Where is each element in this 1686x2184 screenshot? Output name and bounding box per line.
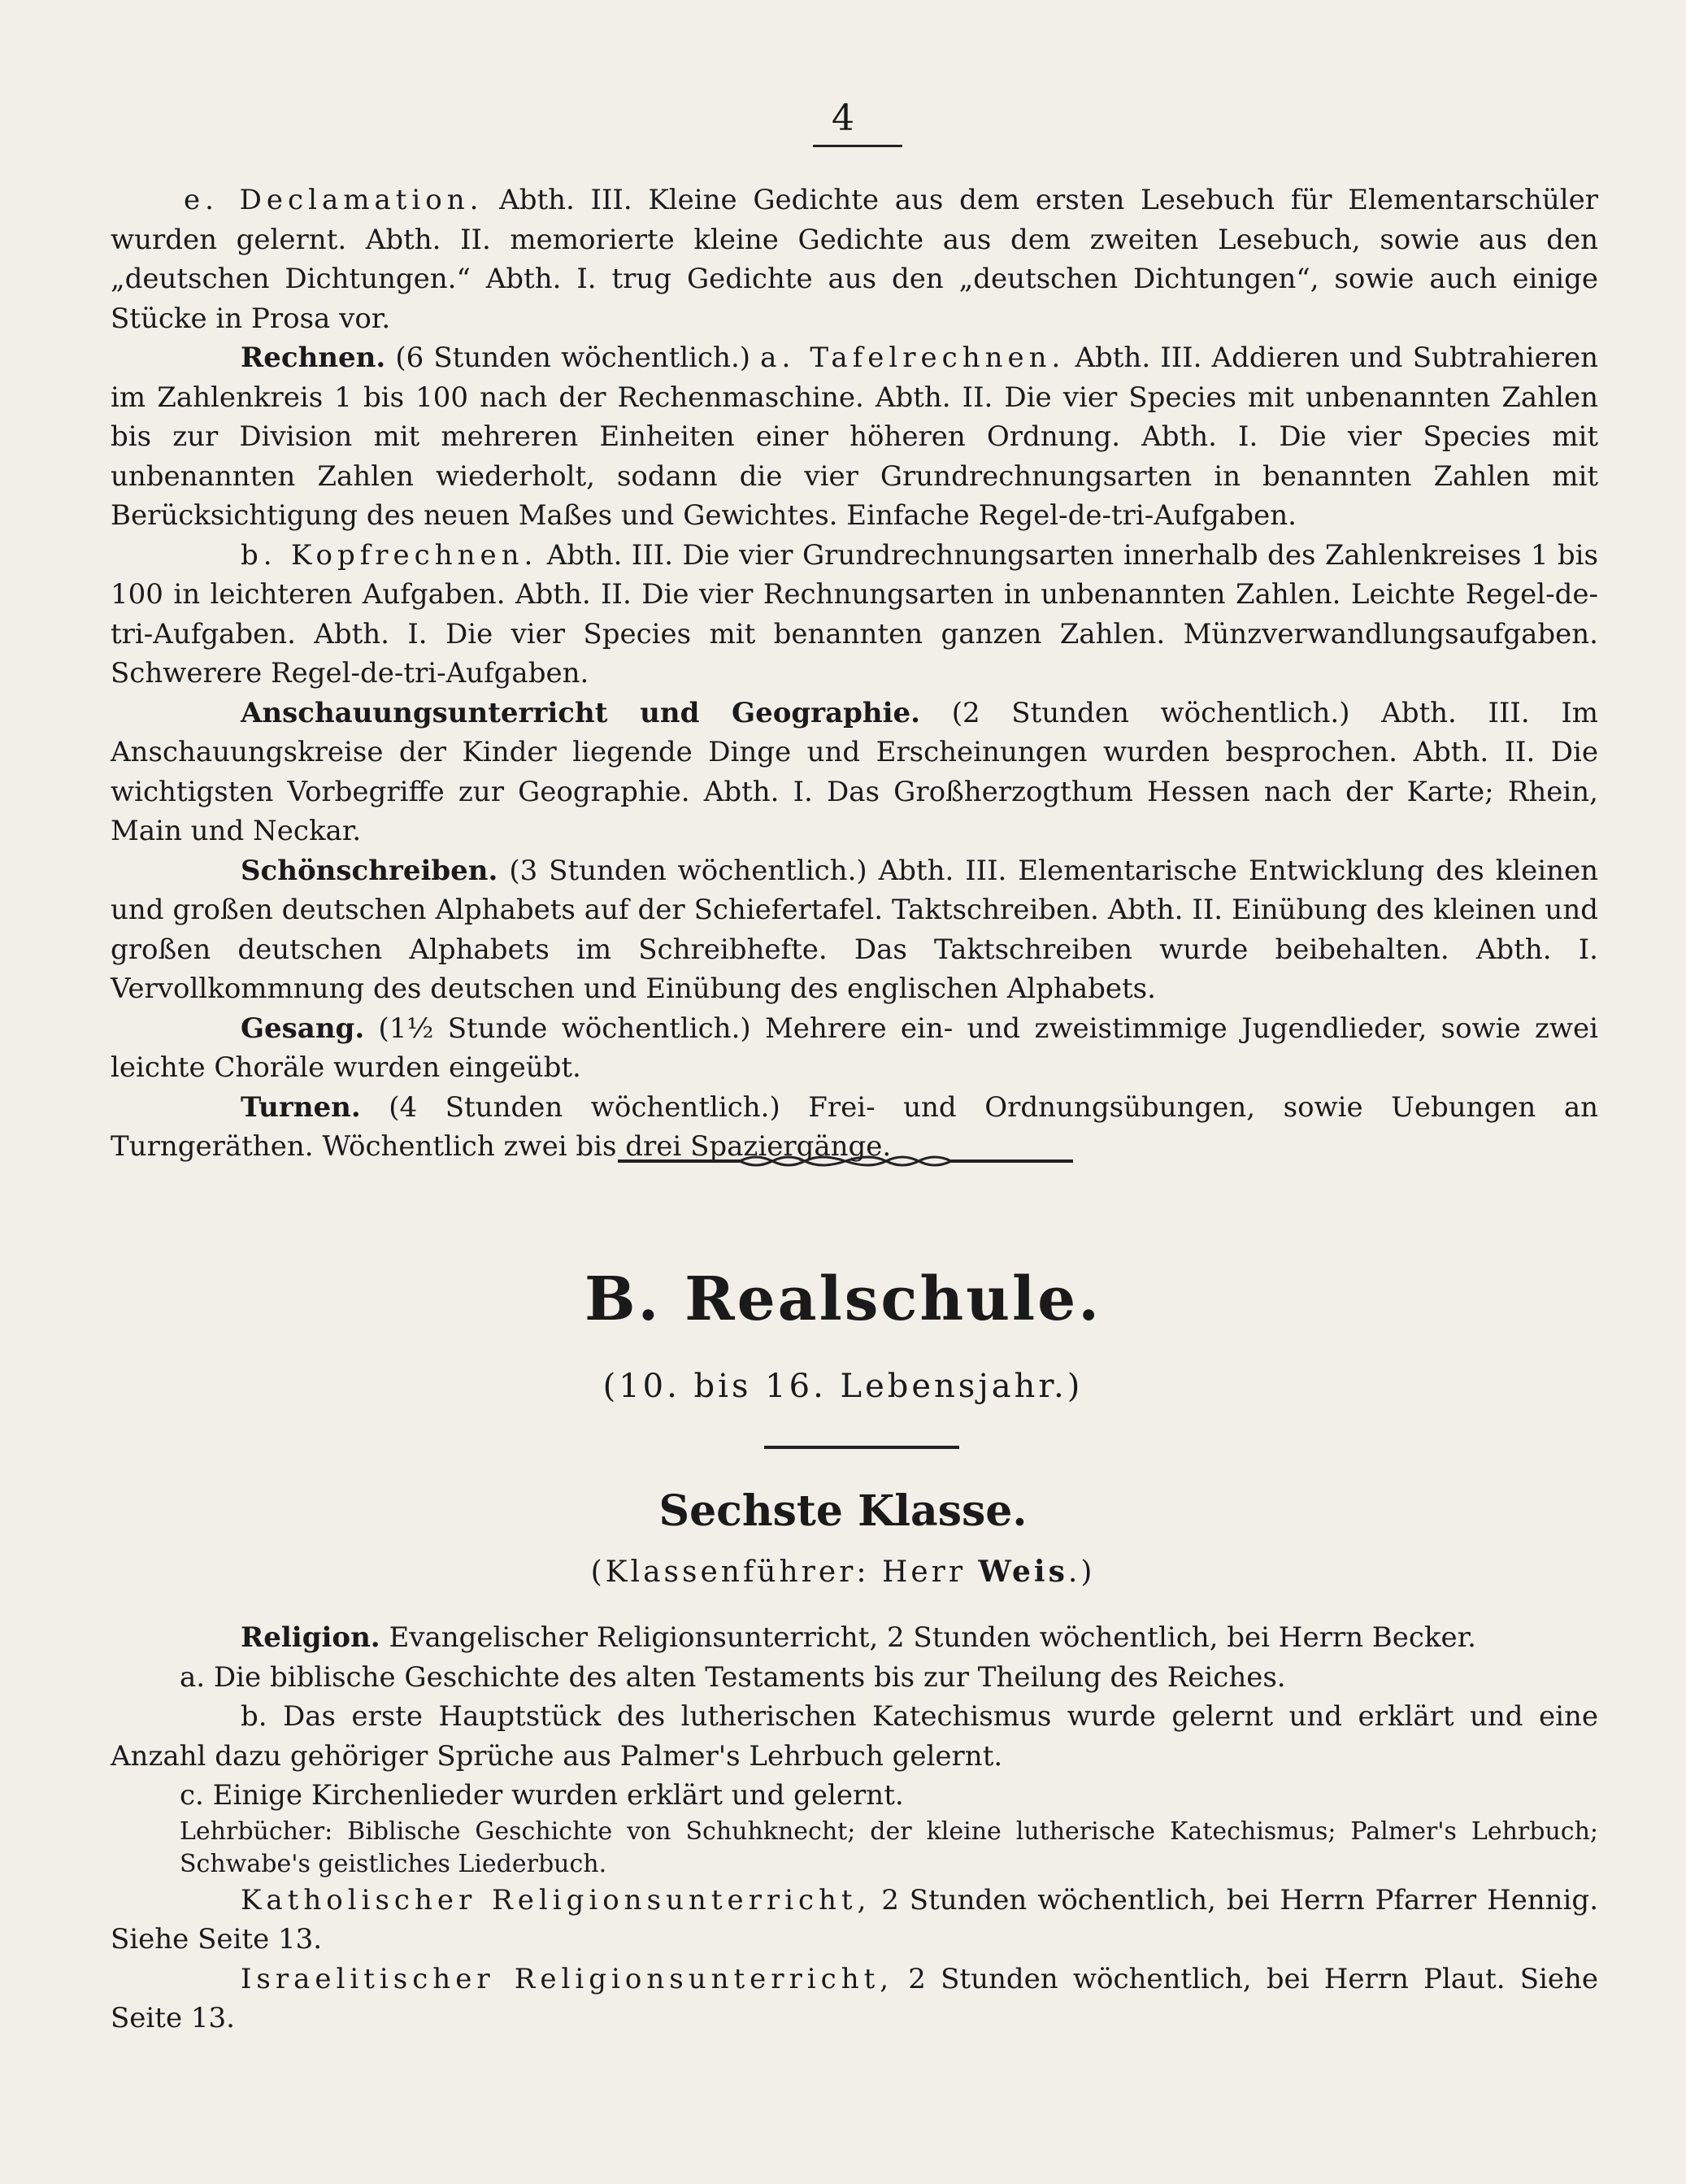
paragraph-israelitisch [111,1960,1598,2038]
section-b-age: (10. bis 16. Lebensjahr.) [602,1368,1084,1405]
kopfrechnen-label: b. Kopfrechnen. [241,538,538,572]
rechnen-label: Rechnen. [241,342,386,374]
kopfrechnen-text: Abth. III. Die vier Grundrechnungsarten innerhalb des Zahlenkreises 1 bis 100 in leichteren Aufgaben. Abth. II. Die vier Rechnungsarten in unbenannten Zahlen. Leichte Regel-de-tri-Aufgaben. Abth. I. Die vier Species mit benannten ganzen Zahlen. Münzverwandlungsaufgaben. Schwerere Regel-de-tri-Aufgaben. [111,538,1598,690]
katholisch-label: Katholischer Religionsunterricht, [241,1883,871,1916]
tafelrechnen-text: Abth. III. Addieren und Subtrahieren im Zahlenkreis 1 bis 100 nach der Rechenmaschine. Abth. II. Die vier Species mit unbenannten Zahlen bis zur Division mit mehreren Einheiten einer höheren Ordnung. Abth. I. Die vier Species mit unbenannten Zahlen wiederholt, sodann die vier Grundrechnungsarten in benannten Zahlen mit Berücksichtigung des neuen Maßes und Gewichtes. Einfache Regel-de-tri-Aufgaben. [111,342,1599,532]
class-leader-suffix: .) [1067,1555,1096,1589]
paragraph-schoenschreiben [111,851,1598,1009]
section-b-rule [764,1446,959,1449]
israelitisch-text: 2 Stunden wöchentlich, bei Herrn Plaut. Siehe Seite 13. [111,1962,1599,2034]
religion-item-c: c. Einige Kirchenlieder wurden erklärt und gelernt. [180,1779,904,1812]
paragraph-declamation [111,181,1598,338]
class-leader-prefix: (Klassenführer: Herr [590,1555,967,1589]
schoenschreiben-text: (3 Stunden wöchentlich.) Abth. III. Elementarische Entwicklung des kleinen und großen deutschen Alphabets auf der Schiefertafel. Taktschreiben. Abth. II. Einübung des kleinen und großen deutschen Alphabets im Schreibhefte. Das Taktschreiben wurde beibehalten. Abth. I. Vervollkommnung des deutschen und Einübung des englischen Alphabets. [111,854,1598,1005]
religion-label: Religion. [241,1621,380,1654]
declamation-label: e. Declamation. [184,184,484,216]
page-number-rule [813,145,902,147]
paragraph-anschauung [111,694,1598,851]
rechnen-hours: (6 Stunden wöchentlich.) [395,342,751,374]
paragraph-gesang [111,1009,1598,1088]
class-leader [0,1555,1686,1589]
katholisch-text: 2 Stunden wöchentlich, bei Herrn Pfarrer Hennig. Siehe Seite 13. [111,1883,1598,1956]
religion-evangelisch: Evangelischer Religionsunterricht, 2 Stunden wöchentlich, bei Herrn Becker. [389,1621,1476,1654]
page-number: 4 [832,98,854,139]
section-a-text [111,181,1598,1167]
class-leader-name: Weis [978,1555,1068,1589]
tafelrechnen-label: a. Tafelrechnen. [760,342,1066,374]
israelitisch-label: Israelitischer Religionsunterricht, [241,1962,894,1995]
religion-books: Lehrbücher: Biblische Geschichte von Schuhknecht; der kleine lutherische Katechismus; Palmer's Lehrbuch; Schwabe's geistliches Liederbuch. [180,1816,1598,1878]
anschauung-text: (2 Stunden wöchentlich.) Abth. III. Im Anschauungskreise der Kinder liegende Dinge und Erscheinungen wurden besprochen. Abth. II. Die wichtigsten Vorbegriffe zur Geographie. Abth. I. Das Großherzogthum Hessen nach der Karte; Rhein, Main und Neckar. [111,696,1599,847]
ornamental-divider [618,1145,1073,1177]
religion-section [111,1618,1598,2038]
religion-item-a: a. Die biblische Geschichte des alten Testaments bis zur Theilung des Reiches. [180,1660,1286,1694]
turnen-text: (4 Stunden wöchentlich.) Frei- und Ordnungsübungen, sowie Uebungen an Turngeräthen. Wöchentlich zwei bis drei Spaziergänge. [111,1090,1598,1163]
gesang-label: Gesang. [241,1012,365,1045]
turnen-label: Turnen. [241,1090,361,1124]
section-b-title: B. Realschule. [584,1264,1102,1334]
anschauung-label: Anschauungsunterricht und Geographie. [241,696,921,729]
gesang-text: (1½ Stunde wöchentlich.) Mehrere ein- und zweistimmige Jugendlieder, sowie zwei leichte Choräle wurden eingeübt. [111,1012,1598,1084]
declamation-text: Abth. III. Kleine Gedichte aus dem ersten Lesebuch für Elementarschüler wurden gelernt. Abth. II. memorierte kleine Gedichte aus dem zweiten Lesebuch, sowie aus den „deutschen Dichtungen.“ Abth. I. trug Gedichte aus den „deutschen Dichtungen“, sowie auch einige Stücke in Prosa vor. [111,184,1598,335]
paragraph-rechnen [111,338,1598,536]
schoenschreiben-label: Schönschreiben. [241,854,498,887]
class-title: Sechste Klasse. [658,1486,1028,1536]
paragraph-katholisch [111,1881,1598,1960]
religion-item-b: b. Das erste Hauptstück des lutherischen Katechismus wurde gelernt und erklärt und eine Anzahl dazu gehöriger Sprüche aus Palmer's Lehrbuch gelernt. [111,1700,1598,1773]
paragraph-religion [111,1618,1598,1658]
paragraph-kopfrechnen [111,536,1598,694]
